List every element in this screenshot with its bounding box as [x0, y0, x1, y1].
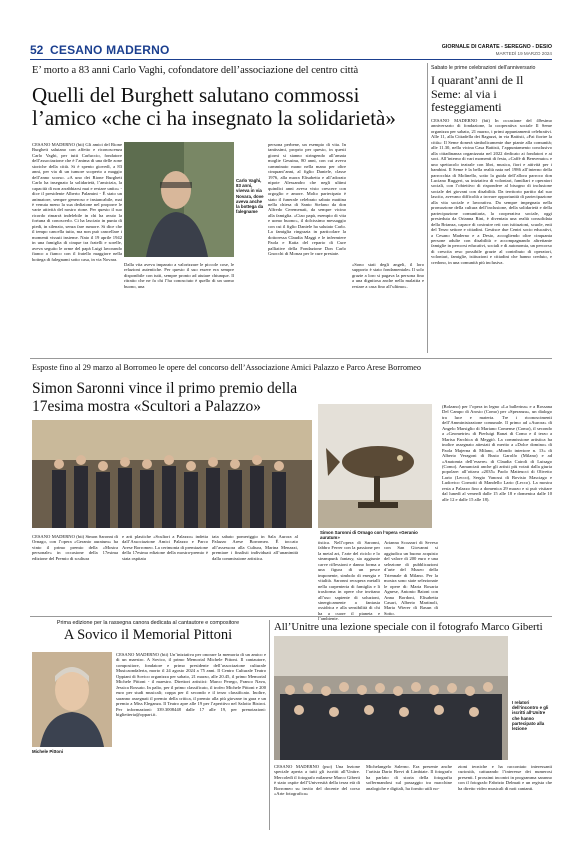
giberti-headline: All’Unitre una lezione speciale con il fotografo Marco Giberti — [274, 621, 543, 633]
lead-col-4: «Sono stati degli angeli, il loro supporto è stato fondamentale» Il solo grazie a loro si pagava la persona fino a una dignitosa anche nella malattia e restare a casa fino all’ultimo». — [352, 262, 424, 289]
portrait-image — [124, 142, 234, 257]
lead-col-1: CESANO MADERNO (bti) Gli amici del Rione Burghett salutano con affetto e riconoscenza Carlo Vaghi, per tutti Carluccio, fondatore dell’associazione che è l’anima di una delle zone storiche della città. Si è spento giovedì, a 83 anni, per via di un tumore scoperto a maggio dell’anno scorso. «A uno dei Rione Burghett Carlo ha insegnato la solidarietà, l’amicizia, la capacità di non arrabbiarsi mai e restare unito» - dice il presidente Alberto Palamini - È stato un animatore, sempre generoso e instancabile, mai è venuta meno la sua dedizione nel proporre le varie attività del nostro rione. Per questo il suo ricordo rimarrà indelebile in chi ha avuto la fortuna di conoscerlo. Ci ha lasciato in punta di piedi, in silenzio, senza fare rumore. Si dice che il tempo cancella tutto, ma non può cancellare i momenti vissuti insieme. Nato il 19 aprile 1942 in una famiglia di cinque tra fratelli e sorelle, aveva seguito le orme del papà Luigi lavorando fianco a fianco con il fratello maggiore nella bottega di falegnami sotto casa, in via Novara. — [32, 142, 122, 262]
sidebar-text: CESANO MADERNO (bti) In occasione del 40esimo anniversario di fondazione, la cooperativa sociale Il Seme organizza per sabato, 21 marzo, i primi appuntamenti celebrativi. Alle 11, alla Cittadella dei Ragazzi, in via Battisti, «Fai fiorire la città»: Il Seme donerà simbolicamente due piante alla comunità; alle 11.30, nella vicina Casa Battisti, l’appuntamento conclusivo alla cittadinanza organizzata nel 2022 dedicato ai fondatori e ai soci. All’interno di vari momenti di festa, «Caffè di Benvenuto» e uno spettacolo teatrale con libri, musica, fiori e attività per i bambini. Il Seme è la bella realtà nata nel 1986 all’interno della parrocchia di Molinello, sotto la guida dell’allora parroco don Luciano Ruggeri, su iniziativa di volontari, familiari e operatori sociali, con l’obiettivo di rispondere al bisogno di inclusione sociale dei giovani con disabilità. Da territorio partito dal suo lascito, avevano difficoltà a trovare opportunità di partecipazione alla vita sociale e lavorativa. Da sempre impegnata nella promozione della cultura dell’inclusione, della solidarietà e della partecipazione comunitaria, la cooperativa sociale, oggi presieduta da Orianna Rini, è diventata una realtà consolidata della Brianza, capace di costruire reti con istituzioni, scuole, enti del Terzo settore e cittadini. Gestisce due Centri socio educativi, a Cesano Maderno e a Desio, accogliendo oltre cinquanta persone adulte con disabilità e accompagnando altrettante famiglie in percorsi educativi, sociali e di autonomia, un percorso di crescita reso possibile grazie al contributo di operatori, volontari, famiglie, istituzioni e cittadini che hanno creduto, e credono, in una comunità più inclusiva. — [431, 118, 552, 265]
second-kicker: Esposte fino al 29 marzo al Borromeo le opere del concorso dell’Associazione Amici Palazzo e Parco Arese Borromeo — [32, 363, 422, 372]
sculpture-photo-caption: Simon Saronni di Ornago con l’opera «Geranio auratum» — [320, 530, 418, 541]
section-divider-2 — [30, 616, 552, 617]
second-col-3: tata sabato pomeriggio in Sala Aurora al Palazzo Arese Borromeo. È toccato all’assessora alla Cultura, Marina Menazzi, premiare i finalisti individuati all’unanimità dalla commissione artistica. — [212, 534, 298, 561]
giberti-col-3: zioni tecniche e ha raccontato interessanti curiosità, catturando l’interesse dei numerosi presenti. I prossimi incontri in programma saranno con il fotografo Fabrizio Delmati e un regista che ha diretto video musicali di noti cantanti. — [458, 764, 552, 791]
second-col-5: Arianna Scozzari di Seveso con San Giovanni si aggiudica un buono acquisto del valore di 200 euro e una selezione di pubblicazioni d’arte del Museo della Triennale di Milano. Per la mostra sono state selezionate le opere di: Maria Rosaria Agnese, Antonio Baioni con Anna Bordoni, Elisabetta Casari, Alberto Martinoli, Marta Wierer di Rasun di Sotto. — [384, 540, 438, 616]
lead-headline: Quelli del Burghett salutano commossi l’amico «che ci ha insegnato la solidarietà» — [32, 83, 396, 130]
award-photo — [32, 420, 312, 528]
lead-kicker: E’ morto a 83 anni Carlo Vaghi, cofondatore dell’associazione del centro città — [32, 65, 359, 76]
newspaper-name: GIORNALE DI CARATE - SEREGNO - DESIO — [441, 44, 552, 50]
lecture-group-image — [274, 636, 508, 760]
lead-photo-caption: Carlo Vaghi, 83 anni, viveva in via Novara, dove aveva anche la bottega da falegname — [236, 178, 264, 215]
pittoni-photo — [32, 652, 112, 747]
sculpture-photo — [318, 404, 432, 528]
pittoni-kicker: Prima edizione per la rassegna canora dedicata al cantautore e compositore — [56, 620, 240, 626]
second-col-4: tistica. Nell’opera di Saronni, fabbro Ferrer con la passione per la metal art, l’arte del riciclo e lo steampunk fantasy, sia aggiunte carve riflessioni e danno forma a una figura di un pesce imponente, simbolo di energia e vitalità. Saronni recupera metalli nella carpenteria di famiglia e li trasforma in opere che invitano all’uso sapiente di soluzioni, sinergicamente a fantasia ossidrica e alla sensibilità di chi ha a cuore il pianeta e l’ambiente. — [318, 540, 380, 622]
giberti-col-2: Michelangelo Salerno. Era presente anche l’artista Dario Brevi di Limbiate. Il fotografo ha parlato di storia della fotografia soffermandosi sul passaggio tra macchine analogiche e digitali, ha fornito utili no- — [366, 764, 452, 791]
pittoni-text: CESANO MADERNO (bti) Un’iniziativa per onorare la memoria di un amico e di un maestro. A Sovico, il primo Memorial Michele Pittoni. Il cantautore, compositore, fondatore e primo presidente dell’associazione culturale Musicaondalerta, morto il 24 agosto 2024 a 75 anni. Il Centro Culturale Teatro Oppiani di Sovico organizza per sabato, 21 marzo, alle 20.45, il primo Memorial Michele Pittoni - il maestro. Direttori artistici: Marco Perego, Franco Nava, Jessica Rossato. In palio, per il primo classificato, il trofeo Michele Pittoni e 200 euro per studi musicali; coppa per il secondo e il terzo classificato. Inoltre, saranno assegnati il premio della critica, il premio alla più giovane in gara e un premio a Miss Eleganza. Il Teatro apre alle 19 per l’aperitivo nel Salotto Bistrot. Per informazioni: 339.3008448 dalle 17 alle 19, per prenotazioni: biglietteria@oppart.it. — [116, 652, 266, 717]
lead-photo — [124, 142, 234, 257]
giberti-photo — [274, 636, 508, 760]
second-headline: Simon Saronni vince il primo premio della 17esima mostra «Scultori a Palazzo» — [32, 380, 298, 415]
second-col-2: e arti plastiche «Scultori a Palazzo» indetta dall’Associazione Amici Palazzo e Parco Arese Borromeo. La cerimonia di premiazione della 17esima edizione della mostra-premio è stata ospitata — [122, 534, 208, 561]
sidebar-headline: I quarant’anni de Il Seme: al via i festeggiamenti — [431, 73, 524, 114]
issue-date: MARTEDÌ 19 MARZO 2024 — [495, 51, 552, 56]
second-col-6: (Bolzano) per l’opera in legno «La ballerina» e a Rossana Del Campo di Arosio (Como) per «Speranza», un dialogo tra luce e materia. Tre i riconoscimenti dell’Amministrazione comunale. Il primo ad «Aurora» di Angelo Marsiglio di Mariano Comense (Como), il secondo a «Geometrie» di Pierluigi Ranzi di Como e il terzo a Marisa Farchica di Meggiò. La commissione artistica ha inoltre assegnato attestati di merito a «Dolce domino» di Paola Majerna di Milano, «Mondo interiore n. 13» di Alberto Veragoni di Busto Garolfo (Milano) e ad «Anatomia dell’essere» di Claudia Cairoli di Luisago (Como). Annunciati anche gli artisti più votati dalla giuria popolare: all’ottava «2035» Paolo Matteucci di Olivetto Lario (Lecco), Sergio Vanossi di Bovisio Masciago e Ludovico Cornotti di Mandello Lario (Lecco). La mostra resta a Palazzo fino a domenica 29 marzo e si può visitare dal lunedì al venerdì dalle 15 alle 18 e domenica dalle 10 alle 12 e dalle 15 alle 18). — [442, 404, 552, 502]
section-title: CESANO MADERNO — [50, 43, 170, 57]
pittoni-divider — [269, 620, 270, 830]
header-rule — [30, 59, 552, 60]
sidebar-kicker: Sabato le prime celebrazioni dell’anniversario — [431, 65, 536, 71]
lead-col-3: persona perbene, un esempio di vita. In tantissimi, proprio per questo, in questi giorni si stanno stringendo all’amata moglie Gesuina, 80 anni, con cui aveva camminato mano nella mano per oltre cinquant’anni, al figlio Daniele, classe 1976, alla nuora Elisabetta e all’adorato nipote Alessandro che negli ultimi quindici anni aveva visto crescere con orgoglio e amore. Molto partecipato è stato il funerale celebrato sabato mattina nella chiesa di Santo Stefano da don Alfredo Ceremenati, da sempre vicino alla famiglia. «Ciao papà, esempio di vita e uomo buono», il dolcissimo messaggio con cui il figlio Daniele ha salutato Carlo. La famiglia ringrazia in particolare la dottoressa Claudia Maggi e le infermiere Paola e Katia del reparto di Cure palliative della Fondazione Don Carlo Gnocchi di Monza per le cure prestate. — [268, 142, 346, 257]
giberti-photo-caption: I relatori dell’incontro e gli iscritti all’Unitre che hanno partecipato alla lezione — [512, 700, 549, 732]
group-award-image — [32, 420, 312, 528]
giberti-col-1: CESANO MADERNO (pso) Una lezione speciale aperta a tutti gli iscritti all’Unitre. Mercoledì il fotografo milanese Marco Giberti è stato ospite dell’Università della terza età di Borromeo su invito del docente del corso «Arte fotografica» — [274, 764, 360, 797]
lead-col-2: Dalla vita aveva imparato a valorizzare le piccole cose, le relazioni autentiche. Per questo il suo essere era sempre disponibile con tutti, sempre pronto ad aiutare chiunque. Il ritratto che ne fa chi l’ha conosciuto è quello di un uomo buono, una — [124, 262, 234, 289]
page-header — [30, 42, 552, 58]
second-col-1: CESANO MADERNO (bti) Simon Saronni di Ornago, con l’opera «Geranio auratum» ha vinto il primo premio della «Mostra personale» in occasione della 17esima edizione del Premio di scultura — [32, 534, 118, 561]
page-number: 52 — [30, 43, 44, 57]
pittoni-photo-caption: Michele Pittoni — [32, 749, 63, 754]
section-divider-1 — [30, 358, 552, 359]
sculpture-image — [318, 404, 432, 528]
pittoni-headline: A Sovico il Memorial Pittoni — [63, 627, 233, 643]
sidebar-divider — [427, 63, 428, 353]
pittoni-portrait-image — [32, 652, 112, 747]
